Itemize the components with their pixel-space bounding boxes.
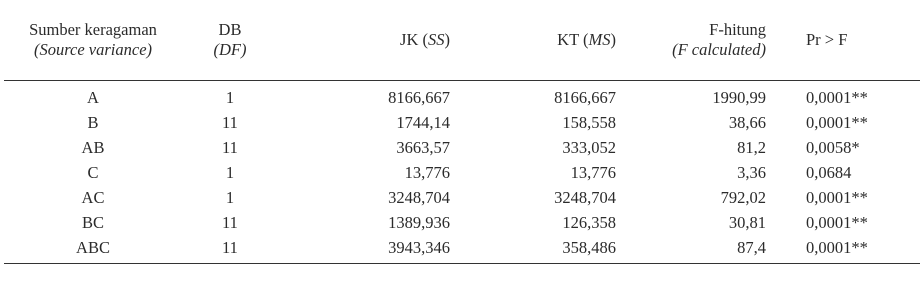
table-row <box>4 80 920 110</box>
header-ss-label: JK <box>400 29 419 49</box>
cell-df: 11 <box>222 137 238 157</box>
header-ss-english: SS <box>428 29 445 49</box>
anova-table <box>4 0 920 264</box>
cell-df: 1 <box>225 87 235 107</box>
header-df-label: DB <box>218 19 242 39</box>
cell-source: C <box>87 162 99 182</box>
cell-p: 0,0684 <box>806 162 852 182</box>
table-header <box>4 0 920 80</box>
header-f <box>620 0 770 80</box>
cell-f: 3,36 <box>737 162 766 182</box>
header-ms: KT (MS) <box>454 0 620 80</box>
header-source-english: (Source variance) <box>33 39 153 59</box>
cell-source: AB <box>81 137 105 157</box>
header-ms-label: KT <box>557 29 579 49</box>
cell-ms: 126,358 <box>562 212 616 232</box>
header-f-label: F-hitung <box>709 19 766 39</box>
cell-p: 0,0001** <box>806 112 868 132</box>
cell-f: 30,81 <box>728 212 766 232</box>
cell-p: 0,0058* <box>806 137 860 157</box>
header-f-english: (F calculated) <box>672 39 766 59</box>
header-row <box>4 0 920 80</box>
header-source <box>4 0 182 80</box>
cell-source: AC <box>81 187 105 207</box>
cell-p: 0,0001** <box>806 187 868 207</box>
header-source-label: Sumber keragaman <box>29 19 157 39</box>
cell-f: 792,02 <box>720 187 766 207</box>
header-p-label: Pr > F <box>806 29 848 49</box>
header-ms-english: MS <box>588 29 611 49</box>
cell-ms: 158,558 <box>562 112 616 132</box>
header-p <box>770 0 920 80</box>
cell-ms: 358,486 <box>454 235 620 264</box>
table-row <box>4 160 920 185</box>
cell-df: 11 <box>222 112 238 132</box>
cell-df: 1 <box>225 187 235 207</box>
table-body <box>4 80 920 263</box>
cell-ms: 3248,704 <box>554 187 616 207</box>
cell-f: 81,2 <box>737 137 766 157</box>
cell-ss: 3663,57 <box>396 137 450 157</box>
cell-source: BC <box>81 212 104 232</box>
cell-ms: 333,052 <box>562 137 616 157</box>
cell-ss: 3943,346 <box>278 235 454 264</box>
cell-source: B <box>87 112 99 132</box>
header-df-english: (DF) <box>213 39 247 59</box>
table-row <box>4 135 920 160</box>
table-row <box>4 210 920 235</box>
cell-ss: 13,776 <box>404 162 450 182</box>
cell-source: ABC <box>4 235 182 264</box>
cell-ss: 8166,667 <box>388 87 450 107</box>
cell-f: 1990,99 <box>712 87 766 107</box>
cell-f: 87,4 <box>620 235 770 264</box>
cell-df: 11 <box>222 212 238 232</box>
cell-ss: 1744,14 <box>396 112 450 132</box>
cell-f: 38,66 <box>728 112 766 132</box>
cell-ms: 13,776 <box>570 162 616 182</box>
table-row <box>4 235 920 264</box>
cell-df: 11 <box>182 235 278 264</box>
cell-df: 1 <box>225 162 235 182</box>
cell-ms: 8166,667 <box>554 87 616 107</box>
cell-p: 0,0001** <box>806 212 868 232</box>
header-ss: JK (SS) <box>278 0 454 80</box>
cell-p: 0,0001** <box>806 87 868 107</box>
table-row <box>4 185 920 210</box>
cell-source: A <box>87 87 99 107</box>
table-row <box>4 110 920 135</box>
cell-ss: 1389,936 <box>388 212 450 232</box>
cell-ss: 3248,704 <box>388 187 450 207</box>
header-df <box>182 0 278 80</box>
cell-p: 0,0001** <box>770 235 920 264</box>
